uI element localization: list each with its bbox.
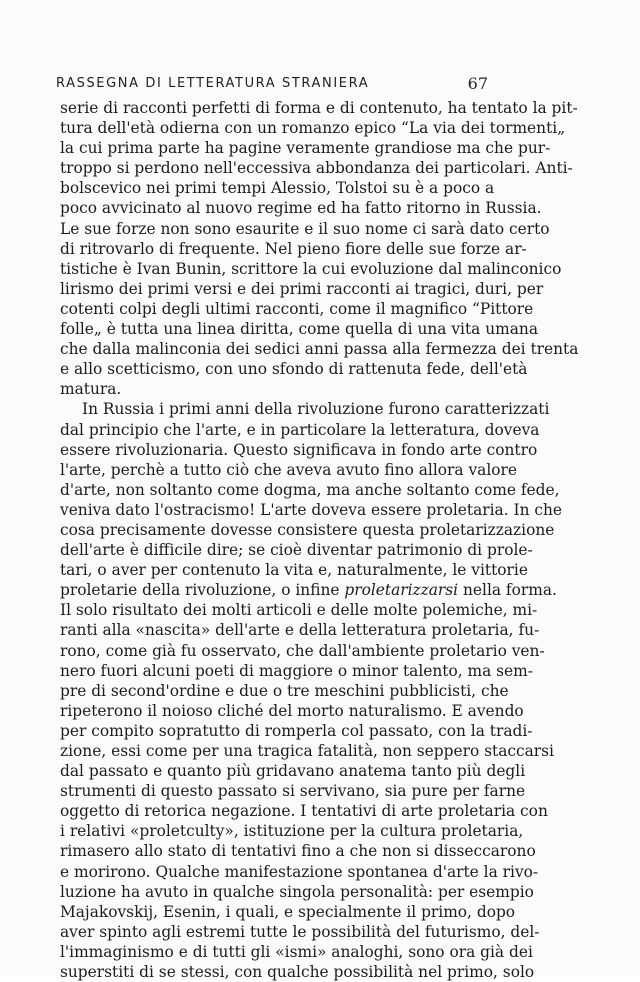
text-line: poco avvicinato al nuovo regime ed ha fatto ritorno in Russia. (60, 199, 542, 218)
text-line: strumenti di questo passato si servivano, sia pure per farne (60, 782, 526, 801)
text-line: cosa precisamente dovesse consistere questa proletarizzazione (60, 520, 555, 539)
text-line: e morirono. Qualche manifestazione spontanea d'arte la rivo- (60, 862, 539, 881)
text-line: rimasero allo stato di tentativi fino a che non si disseccarono (60, 842, 536, 861)
text-line: nero fuori alcuni poeti di maggiore o minor talento, ma sem- (60, 661, 533, 680)
text-line: lirismo dei primi versi e dei primi racconti ai tragici, duri, per (60, 279, 544, 298)
text-line: ranti alla «nascita» dell'arte e della letteratura proletaria, fu- (60, 621, 540, 640)
text-line: ripeterono il noioso cliché del morto naturalismo. E avendo (60, 701, 524, 720)
text-line: matura. (60, 380, 122, 399)
text-line: cotenti colpi degli ultimi racconti, come il magnifico “Pittore (60, 299, 534, 318)
text-line: pre di second'ordine e due o tre meschini pubblicisti, che (60, 681, 509, 700)
text-line: superstiti di se stessi, con qualche possibilità nel primo, solo (60, 963, 535, 982)
text-line: troppo si perdono nell'eccessiva abbondanza dei particolari. Anti- (60, 159, 573, 178)
running-head (56, 74, 488, 96)
text-line: d'arte, non soltanto come dogma, ma anche soltanto come fede, (60, 480, 560, 499)
text-line: serie di racconti perfetti di forma e di contenuto, ha tentato la pit- (60, 99, 578, 117)
text-line: dal passato e quanto più gridavano anatema tanto più degli (60, 762, 526, 781)
italic-word: proletarizzarsi (344, 581, 459, 600)
text-line: per compito sopratutto di romperla col passato, con la tradi- (60, 721, 533, 740)
text-line: aver spinto agli estremi tutte le possibilità del futurismo, del- (60, 922, 540, 941)
text-line: luzione ha avuto in qualche singola personalità: per esempio (60, 882, 534, 901)
text-line: tura dell'età odierna con un romanzo epico “La via dei tormenti„ (60, 119, 566, 138)
text-line: che dalla malinconia dei sedici anni passa alla fermezza dei trenta (60, 340, 579, 359)
text-line: zione, essi come per una tragica fatalità, non seppero staccarsi (60, 742, 554, 760)
text-line: tistiche è Ivan Bunin, scrittore la cui evoluzione dal malinconico (60, 259, 562, 278)
text-line: dal principio che l'arte, e in particolare la letteratura, doveva (60, 420, 540, 439)
line-prefix: proletarie della rivoluzione, o infine (60, 581, 345, 600)
text-line: oggetto di retorica negazione. I tentativi di arte proletaria con (60, 802, 548, 821)
line-suffix: nella forma. (463, 581, 557, 600)
text-line: e allo scetticismo, con uno sfondo di rattenuta fede, dell'età (60, 360, 528, 379)
text-line: la cui prima parte ha pagine veramente grandiose ma che pur- (60, 139, 551, 158)
text-line: di ritrovarlo di frequente. Nel pieno fiore delle sue forze ar- (60, 239, 527, 258)
text-line: tari, o aver per contenuto la vita e, naturalmente, le vittorie (60, 561, 528, 580)
page-number: 67 (467, 74, 488, 93)
text-line: Le sue forze non sono esaurite e il suo nome ci sarà dato certo (60, 219, 550, 238)
text-line: essere rivoluzionaria. Questo significava in fondo arte contro (60, 440, 538, 459)
text-line: Il solo risultato dei molti articoli e delle molte polemiche, mi- (60, 601, 538, 620)
text-line: rono, come già fu osservato, che dall'ambiente proletario ven- (60, 641, 545, 660)
paragraph-first-line: In Russia i primi anni della rivoluzione furono caratterizzati (82, 400, 550, 419)
running-title: RASSEGNA DI LETTERATURA STRANIERA (56, 76, 370, 91)
text-line: folle„ è tutta una linea diritta, come quella di una vita umana (60, 320, 538, 339)
text-line: l'arte, perchè a tutto ciò che aveva avuto fino allora valore (60, 460, 517, 479)
body-text (60, 98, 579, 982)
text-line: Majakovskij, Esenin, i quali, e specialmente il primo, dopo (60, 902, 516, 921)
text-line: veniva dato l'ostracismo! L'arte doveva essere proletaria. In che (60, 500, 563, 519)
text-line: dell'arte è difficile dire; se cioè diventar patrimonio di prole- (60, 541, 533, 560)
text-line: l'immaginismo e di tutti gli «ismi» analoghi, sono ora già dei (60, 942, 533, 961)
text-line: bolscevico nei primi tempi Alessio, Tolstoi su è a poco a (60, 179, 495, 198)
text-line: i relativi «proletculty», istituzione per la cultura proletaria, (60, 822, 524, 841)
text-line-with-italic (60, 580, 557, 600)
